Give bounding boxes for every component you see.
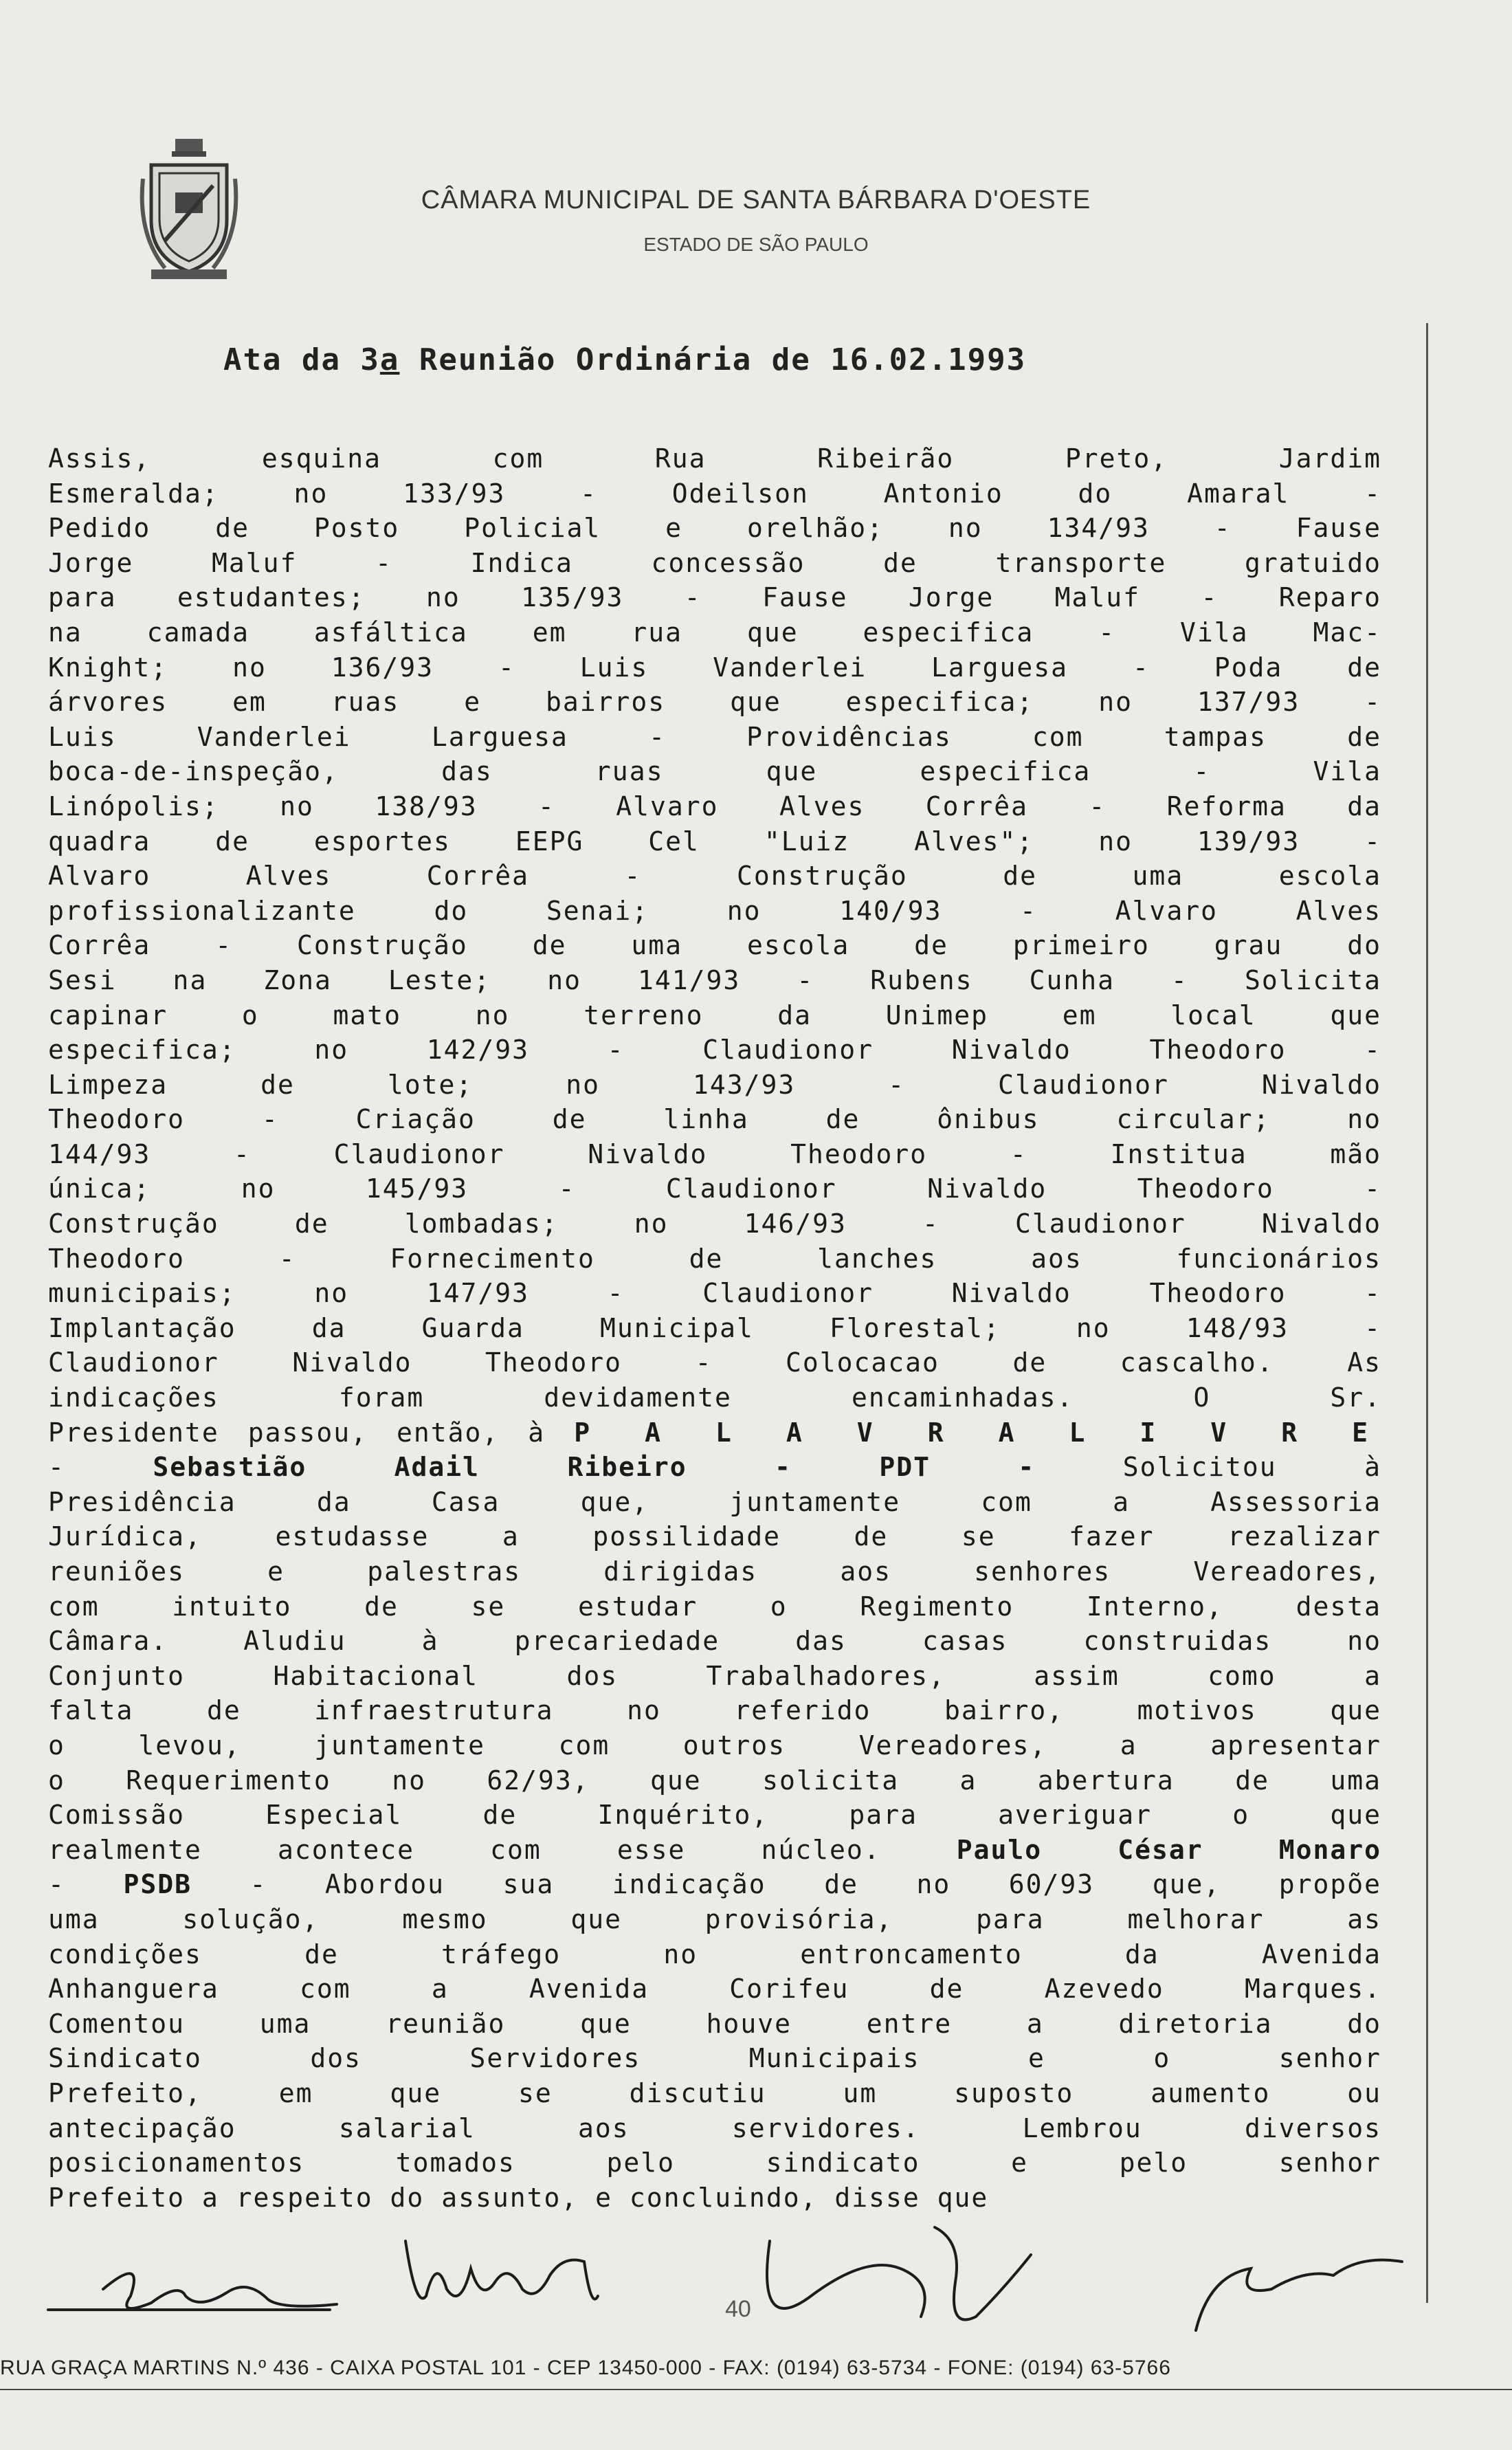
- text-line: para estudantes; no 135/93 - Fause Jorge Maluf - Reparo: [48, 582, 1381, 613]
- speaker-intro-line: realmente acontece com esse núcleo. Paulo César Monaro: [48, 1834, 1381, 1865]
- footer-address: RUA GRAÇA MARTINS N.º 436 - CAIXA POSTAL 101 - CEP 13450-000 - FAX: (0194) 63-5734 - FONE: (0194) 63-5766: [0, 2357, 1171, 2379]
- text-line: municipais; no 147/93 - Claudionor Nivaldo Theodoro -: [48, 1278, 1381, 1309]
- speaker-name: Sebastião Adail Ribeiro: [153, 1452, 687, 1483]
- text-line: antecipação salarial aos servidores. Lembrou diversos: [48, 2112, 1381, 2143]
- text-line: única; no 145/93 - Claudionor Nivaldo Theodoro -: [48, 1173, 1381, 1204]
- text-line: Câmara. Aludiu à precariedade das casas construidas no: [48, 1626, 1381, 1657]
- footer-divider: [0, 2389, 1512, 2390]
- text-line: Pedido de Posto Policial e orelhão; no 134/93 - Fause: [48, 513, 1381, 544]
- text-line: Esmeralda; no 133/93 - Odeilson Antonio do Amaral -: [48, 478, 1381, 509]
- text-line: Implantação da Guarda Municipal Florestal; no 148/93 -: [48, 1312, 1381, 1343]
- speaker-name: Paulo César Monaro: [956, 1834, 1381, 1865]
- text-line: indicações foram devidamente encaminhadas. O Sr.: [48, 1382, 1381, 1413]
- text-line: o levou, juntamente com outros Vereadores, a apresentar: [48, 1730, 1381, 1761]
- text-line: Sesi na Zona Leste; no 141/93 - Rubens Cunha - Solicita: [48, 964, 1381, 995]
- text-line: capinar o mato no terreno da Unimep em local que: [48, 1000, 1381, 1030]
- text-line: profissionalizante do Senai; no 140/93 - Alvaro Alves: [48, 895, 1381, 926]
- chamber-name: CÂMARA MUNICIPAL DE SANTA BÁRBARA D'OESTE: [421, 186, 1091, 214]
- text-line: Theodoro - Criação de linha de ônibus circular; no: [48, 1104, 1381, 1135]
- palavra-livre-heading: P A L A V R A L I V R E: [574, 1417, 1381, 1448]
- minutes-body: [48, 441, 1381, 2215]
- state-name: ESTADO DE SÃO PAULO: [643, 234, 869, 255]
- text-line: Knight; no 136/93 - Luis Vanderlei Larguesa - Poda de: [48, 652, 1381, 683]
- text-line: falta de infraestrutura no referido bairro, motivos que: [48, 1695, 1381, 1726]
- signature-2: [405, 2241, 598, 2299]
- text-line: Sindicato dos Servidores Municipais e o senhor: [48, 2043, 1381, 2074]
- text-line: Corrêa - Construção de uma escola de primeiro grau do: [48, 930, 1381, 961]
- text-line: na camada asfáltica em rua que especifica - Vila Mac-: [48, 617, 1381, 648]
- signature-1: [48, 2273, 337, 2310]
- text-line: Limpeza de lote; no 143/93 - Claudionor Nivaldo: [48, 1069, 1381, 1100]
- text-line: Jurídica, estudasse a possilidade de se fazer rezalizar: [48, 1521, 1381, 1552]
- text-line: Alvaro Alves Corrêa - Construção de uma escola: [48, 861, 1381, 892]
- text-line: Presidência da Casa que, juntamente com a Assessoria: [48, 1486, 1381, 1517]
- page-number: 40: [725, 2296, 751, 2322]
- text-line: Jorge Maluf - Indica concessão de transporte gratuido: [48, 547, 1381, 578]
- text-line: Theodoro - Fornecimento de lanches aos funcionários: [48, 1243, 1381, 1274]
- text-line: uma solução, mesmo que provisória, para melhorar as: [48, 1903, 1381, 1934]
- text-line: 144/93 - Claudionor Nivaldo Theodoro - Institua mão: [48, 1138, 1381, 1169]
- speaker-party: PSDB: [123, 1869, 192, 1900]
- text-line: boca-de-inspeção, das ruas que especifica - Vila: [48, 756, 1381, 787]
- text-line: com intuito de se estudar o Regimento Interno, desta: [48, 1591, 1381, 1622]
- text-line: Assis, esquina com Rua Ribeirão Preto, Jardim: [48, 443, 1381, 474]
- margin-rule: [1426, 323, 1428, 2303]
- text-line: especifica; no 142/93 - Claudionor Nivaldo Theodoro -: [48, 1035, 1381, 1066]
- text-line: Conjunto Habitacional dos Trabalhadores, assim como a: [48, 1660, 1381, 1691]
- text-line: Anhanguera com a Avenida Corifeu de Azevedo Marques.: [48, 1974, 1381, 2005]
- speaker-line: - PSDB - Abordou sua indicação de no 60/93 que, propõe: [48, 1869, 1382, 1900]
- text-line: quadra de esportes EEPG Cel "Luiz Alves"; no 139/93 -: [48, 826, 1381, 857]
- text-line: árvores em ruas e bairros que especifica; no 137/93 -: [48, 687, 1381, 718]
- text-line: Luis Vanderlei Larguesa - Providências com tampas de: [48, 721, 1381, 752]
- text-line: Prefeito, em que se discutiu um suposto aumento ou: [48, 2077, 1381, 2108]
- text-line: Construção de lombadas; no 146/93 - Claudionor Nivaldo: [48, 1209, 1381, 1239]
- text-line: posicionamentos tomados pelo sindicato e pelo senhor: [48, 2148, 1381, 2178]
- minutes-title: Ata da 3a Reunião Ordinária de 16.02.1993: [223, 342, 1027, 377]
- text-line: Claudionor Nivaldo Theodoro - Colocacao de cascalho. As: [48, 1347, 1381, 1378]
- text-line: reuniões e palestras dirigidas aos senhores Vereadores,: [48, 1556, 1381, 1587]
- text-line: Prefeito a respeito do assunto, e concluindo, disse que: [48, 2182, 989, 2213]
- signature-4: [1196, 2260, 1402, 2331]
- text-line: o Requerimento no 62/93, que solicita a abertura de uma: [48, 1765, 1381, 1796]
- palavra-livre-line: Presidente passou, então, à P A L A V R A L I V R E: [48, 1417, 1381, 1448]
- text-line: Linópolis; no 138/93 - Alvaro Alves Corrêa - Reforma da: [48, 791, 1381, 821]
- signature-3: [767, 2227, 1031, 2319]
- text-line: Comentou uma reunião que houve entre a diretoria do: [48, 2008, 1381, 2039]
- speaker-line: - Sebastião Adail Ribeiro - PDT - Solicitou à: [48, 1452, 1381, 1483]
- speaker-party: - PDT -: [775, 1452, 1036, 1483]
- text-line: Comissão Especial de Inquérito, para averiguar o que: [48, 1800, 1381, 1831]
- text-line: condições de tráfego no entroncamento da Avenida: [48, 1939, 1381, 1969]
